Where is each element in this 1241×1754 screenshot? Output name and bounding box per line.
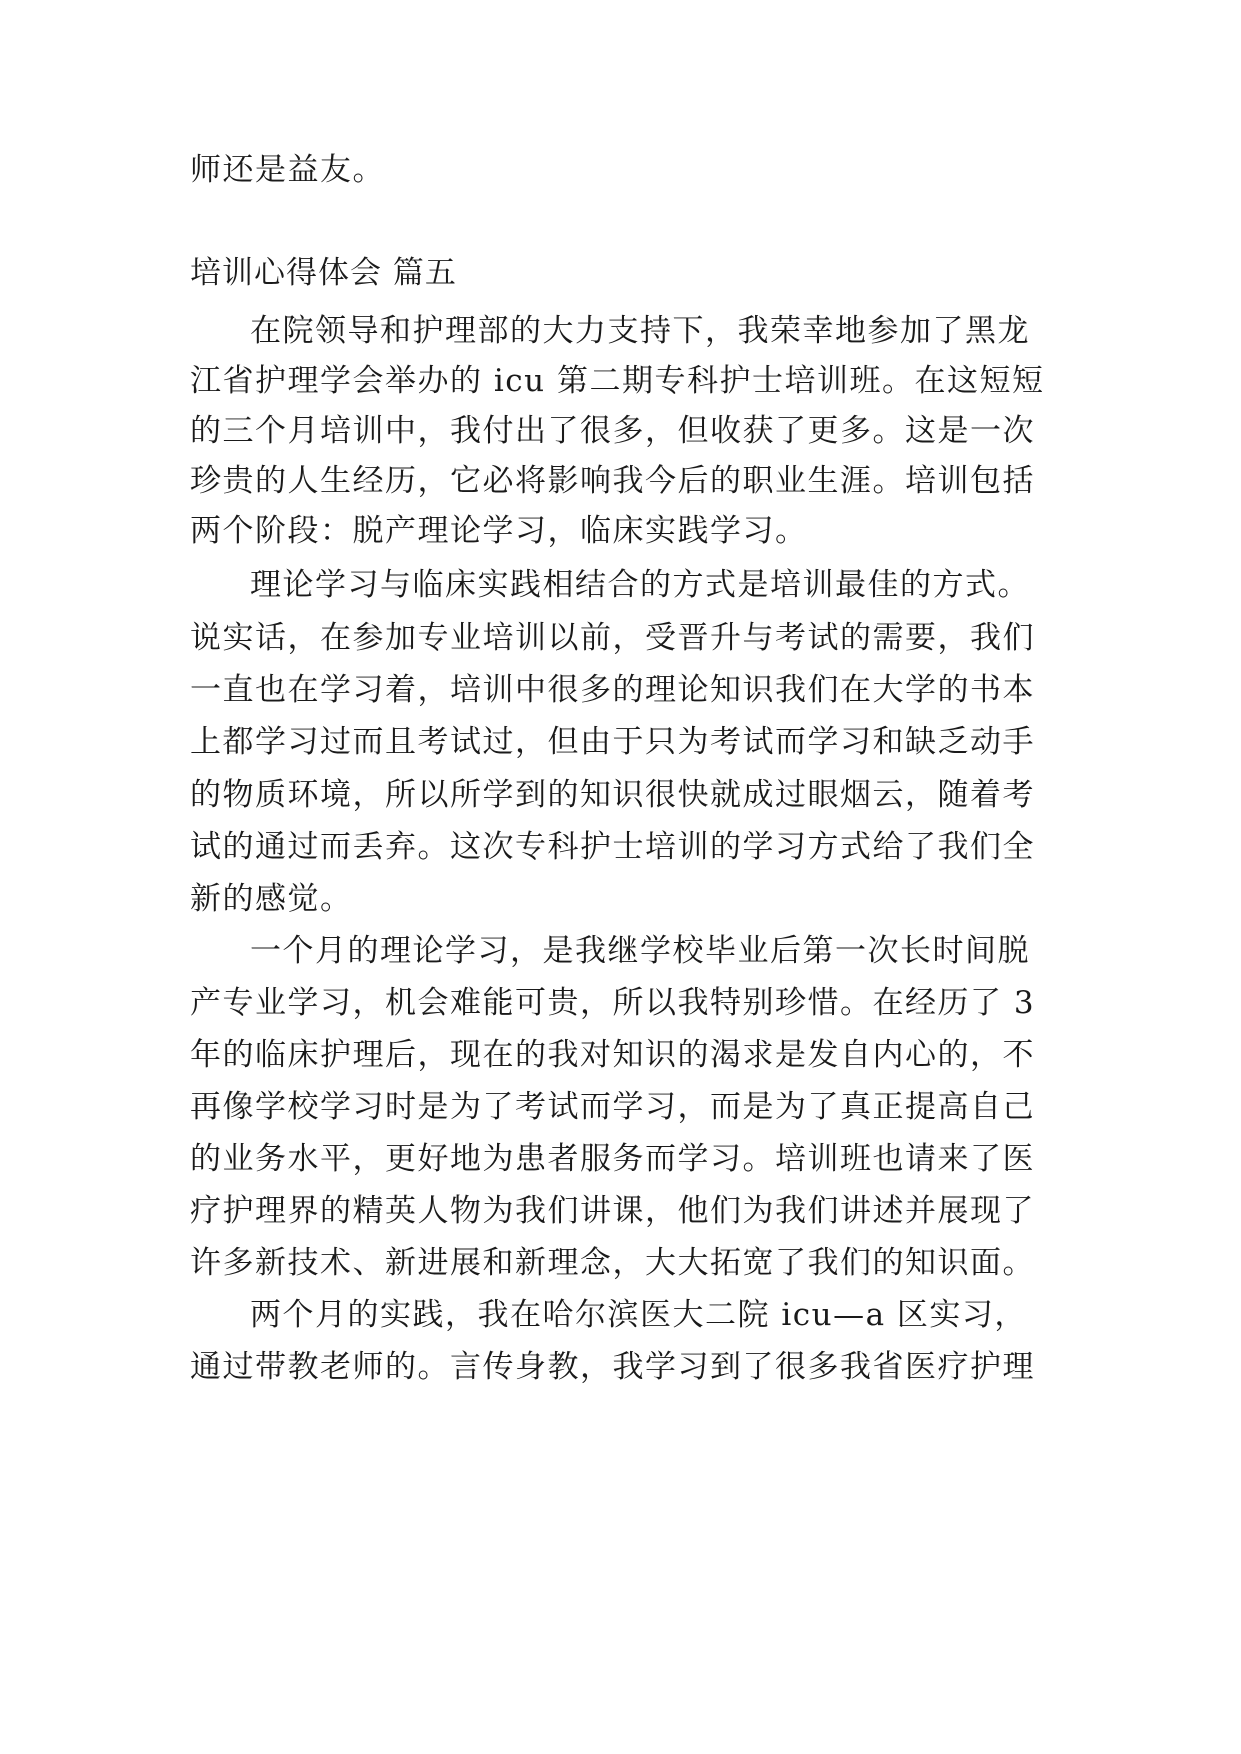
paragraph-line: 的物质环境，所以所学到的知识很快就成过眼烟云，随着考 (190, 777, 1035, 813)
paragraph-line: 许多新技术、新进展和新理念，大大拓宽了我们的知识面。 (190, 1245, 1035, 1281)
paragraph-line: 新的感觉。 (190, 881, 353, 917)
paragraph-line: 试的通过而丢弃。这次专科护士培训的学习方式给了我们全 (190, 829, 1035, 865)
section-title: 培训心得体会 篇五 (190, 255, 457, 291)
paragraph-line: 珍贵的人生经历，它必将影响我今后的职业生涯。培训包括 (190, 463, 1035, 499)
paragraph-line: 产专业学习，机会难能可贵，所以我特别珍惜。在经历了 3 (190, 985, 1036, 1021)
paragraph-line: 一直也在学习着，培训中很多的理论知识我们在大学的书本 (190, 672, 1035, 708)
paragraph-line: 理论学习与临床实践相结合的方式是培训最佳的方式。 (250, 567, 1030, 603)
paragraph-line: 一个月的理论学习，是我继学校毕业后第一次长时间脱 (250, 933, 1030, 969)
paragraph-line: 的业务水平，更好地为患者服务而学习。培训班也请来了医 (190, 1141, 1035, 1177)
paragraph-line: 两个阶段：脱产理论学习，临床实践学习。 (190, 513, 808, 549)
paragraph-line: 两个月的实践，我在哈尔滨医大二院 icu—a 区实习， (250, 1297, 1027, 1333)
paragraph-line: 说实话，在参加专业培训以前，受晋升与考试的需要，我们 (190, 620, 1035, 656)
paragraph-line: 在院领导和护理部的大力支持下，我荣幸地参加了黑龙 (250, 313, 1030, 349)
paragraph-line: 年的临床护理后，现在的我对知识的渴求是发自内心的，不 (190, 1037, 1035, 1073)
paragraph-line: 的三个月培训中，我付出了很多，但收获了更多。这是一次 (190, 413, 1035, 449)
paragraph-line: 再像学校学习时是为了考试而学习，而是为了真正提高自己 (190, 1089, 1035, 1125)
paragraph-line: 疗护理界的精英人物为我们讲课，他们为我们讲述并展现了 (190, 1193, 1035, 1229)
paragraph-line: 通过带教老师的。言传身教，我学习到了很多我省医疗护理 (190, 1349, 1035, 1385)
paragraph-line: 上都学习过而且考试过，但由于只为考试而学习和缺乏动手 (190, 724, 1035, 760)
paragraph-line: 江省护理学会举办的 icu 第二期专科护士培训班。在这短短 (190, 363, 1045, 399)
continuation-line: 师还是益友。 (190, 152, 385, 188)
